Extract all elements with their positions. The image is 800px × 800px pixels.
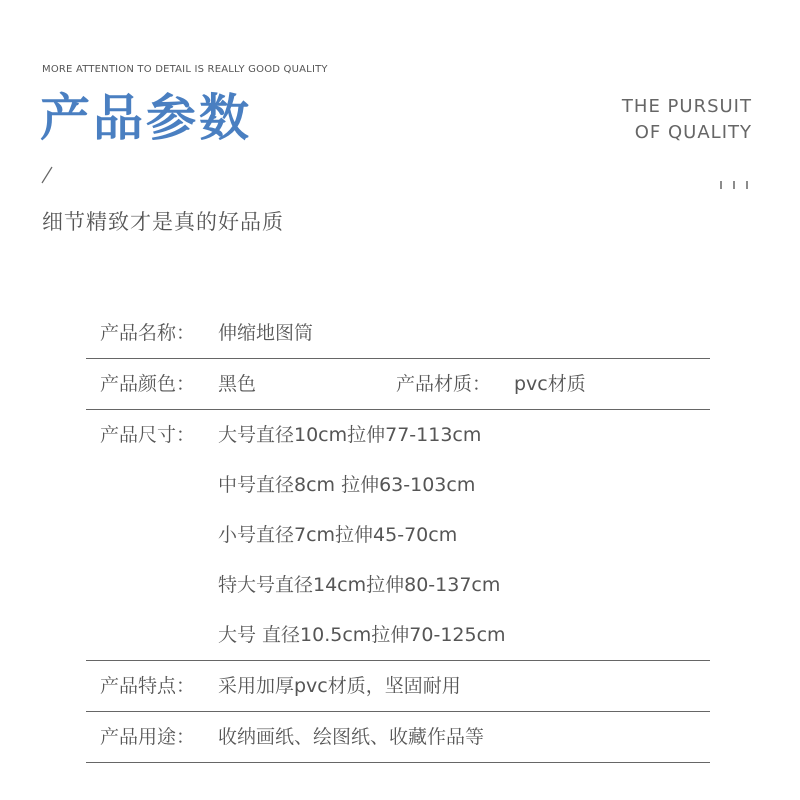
- name-label: 产品名称：: [100, 322, 196, 344]
- param-row-color-material: [86, 359, 710, 409]
- material-label: 产品材质：: [396, 373, 492, 395]
- divider: [86, 762, 710, 763]
- param-row-size: [86, 460, 710, 510]
- pursuit-text: [622, 94, 752, 146]
- tagline: MORE ATTENTION TO DETAIL IS REALLY GOOD QUALITY: [42, 64, 328, 75]
- material-value: pvc材质: [514, 373, 586, 395]
- name-value: 伸缩地图筒: [218, 322, 314, 344]
- size-value: 中号直径8cm 拉伸63-103cm: [218, 474, 476, 496]
- param-row-usage: [86, 712, 710, 762]
- param-row-size: [86, 510, 710, 560]
- feature-value: 采用加厚pvc材质，坚固耐用: [218, 675, 461, 697]
- size-value: 大号直径10cm拉伸77-113cm: [218, 424, 482, 446]
- feature-label: 产品特点：: [100, 675, 196, 697]
- pursuit-line-2: OF QUALITY: [634, 122, 752, 143]
- param-row-name: [86, 308, 710, 358]
- tick-marks-decoration: [718, 180, 750, 190]
- slash-decoration: [40, 166, 54, 184]
- subtitle: 细节精致才是真的好品质: [42, 210, 284, 234]
- param-row-size: [86, 610, 710, 660]
- size-value: 大号 直径10.5cm拉伸70-125cm: [218, 624, 506, 646]
- size-label: 产品尺寸：: [100, 424, 196, 446]
- pursuit-line-1: THE PURSUIT: [621, 96, 752, 117]
- usage-value: 收纳画纸、绘图纸、收藏作品等: [218, 726, 485, 748]
- size-value: 小号直径7cm拉伸45-70cm: [218, 524, 458, 546]
- usage-label: 产品用途：: [100, 726, 196, 748]
- size-value: 特大号直径14cm拉伸80-137cm: [218, 574, 501, 596]
- color-value: 黑色: [218, 373, 257, 395]
- color-label: 产品颜色：: [100, 373, 196, 395]
- param-row-size: [86, 560, 710, 610]
- params-table: [86, 308, 710, 763]
- param-row-feature: [86, 661, 710, 711]
- page-title: 产品参数: [40, 89, 252, 147]
- param-row-size: [86, 410, 710, 460]
